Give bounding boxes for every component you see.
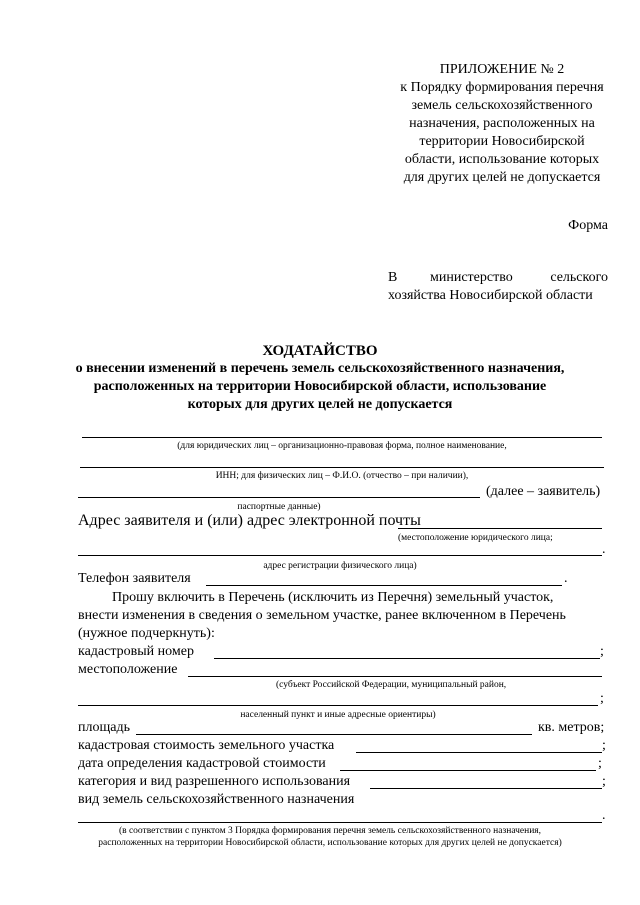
petition-subtitle: расположенных на территории Новосибирской области, использование — [93, 379, 547, 394]
address-input-line[interactable] — [398, 528, 602, 529]
appendix-line: назначения, расположенных на — [409, 116, 595, 131]
request-line: внести изменения в сведения о земельном участке, ранее включенном в Перечень — [78, 608, 566, 623]
category-label: категория и вид разрешенного использования — [78, 774, 351, 789]
punct-semicolon: ; — [602, 738, 606, 753]
applicant-name-line[interactable] — [82, 437, 602, 438]
appendix-line: области, использование которых — [404, 152, 600, 167]
footnote-line: расположенных на территории Новосибирской области, использование которых для других целей не допускается) — [98, 838, 562, 848]
appendix-line: для других целей не допускается — [403, 170, 601, 185]
addressee-line: хозяйства Новосибирской области — [388, 288, 593, 303]
appendix-line: земель сельскохозяйственного — [411, 98, 593, 113]
addressee-word-rural: сельского — [550, 270, 608, 285]
hint-location-legal: (местоположение юридического лица; — [398, 533, 553, 543]
applicant-suffix: (далее – заявитель) — [486, 484, 601, 499]
appendix-title: ПРИЛОЖЕНИЕ № 2 — [439, 62, 565, 77]
request-line: Прошу включить в Перечень (исключить из Перечня) земельный участок, — [112, 590, 554, 605]
petition-heading — [40, 342, 600, 414]
area-unit: кв. метров; — [538, 720, 605, 735]
request-line: (нужное подчеркнуть): — [78, 626, 215, 641]
land-type-label: вид земель сельскохозяйственного назначения — [78, 792, 355, 807]
punct-semicolon: ; — [600, 644, 604, 659]
footnote-line: (в соответствии с пунктом 3 Порядка формирования перечня земель сельскохозяйственного назначения, — [118, 826, 542, 836]
punct-semicolon: ; — [600, 691, 604, 706]
addressee-word-ministry: министерство — [430, 270, 513, 285]
phone-label: Телефон заявителя — [78, 571, 191, 586]
phone-input-line[interactable] — [206, 585, 562, 586]
hint-settlement: населенный пункт и иные адресные ориентиры) — [240, 710, 436, 720]
appendix-line: территории Новосибирской — [419, 134, 585, 149]
land-type-input-line[interactable] — [78, 822, 602, 823]
cadastral-number-label: кадастровый номер — [78, 644, 194, 659]
address-label: Адрес заявителя и (или) адрес электронной почты — [78, 512, 421, 529]
appendix-block — [384, 61, 620, 187]
punct-period: . — [602, 808, 606, 823]
hint-legal-entity: (для юридических лиц – организационно-правовая форма, полное наименование, — [177, 441, 507, 451]
punct-period: . — [602, 542, 606, 557]
applicant-passport-line[interactable] — [78, 497, 480, 498]
location-label: местоположение — [78, 662, 178, 677]
address-input-line-2[interactable] — [78, 555, 602, 556]
cadastral-value-input-line[interactable] — [356, 752, 602, 753]
petition-subtitle: о внесении изменений в перечень земель сельскохозяйственного назначения, — [75, 361, 565, 376]
punct-period: . — [564, 571, 568, 586]
cadastral-value-label: кадастровая стоимость земельного участка — [78, 738, 335, 753]
category-input-line[interactable] — [370, 788, 602, 789]
area-label: площадь — [78, 720, 130, 735]
value-date-label: дата определения кадастровой стоимости — [78, 756, 326, 771]
petition-title: ХОДАТАЙСТВО — [262, 343, 378, 359]
hint-inn: ИНН; для физических лиц – Ф.И.О. (отчество – при наличии), — [215, 471, 469, 481]
hint-registration: адрес регистрации физического лица) — [263, 561, 417, 571]
appendix-line: к Порядку формирования перечня — [400, 80, 604, 95]
location-input-line[interactable] — [188, 676, 602, 677]
punct-semicolon: ; — [602, 774, 606, 789]
cadastral-number-input-line[interactable] — [214, 658, 600, 659]
addressee-word-v: В — [388, 270, 398, 285]
hint-subject: (субъект Российской Федерации, муниципальный район, — [276, 680, 507, 690]
location-input-line-2[interactable] — [78, 705, 598, 706]
applicant-inn-line[interactable] — [80, 467, 604, 468]
area-input-line[interactable] — [136, 734, 532, 735]
hint-passport: паспортные данные) — [237, 502, 321, 512]
petition-subtitle: которых для других целей не допускается — [187, 397, 453, 412]
form-label: Форма — [568, 218, 608, 233]
value-date-input-line[interactable] — [340, 770, 596, 771]
punct-semicolon: ; — [598, 756, 602, 771]
